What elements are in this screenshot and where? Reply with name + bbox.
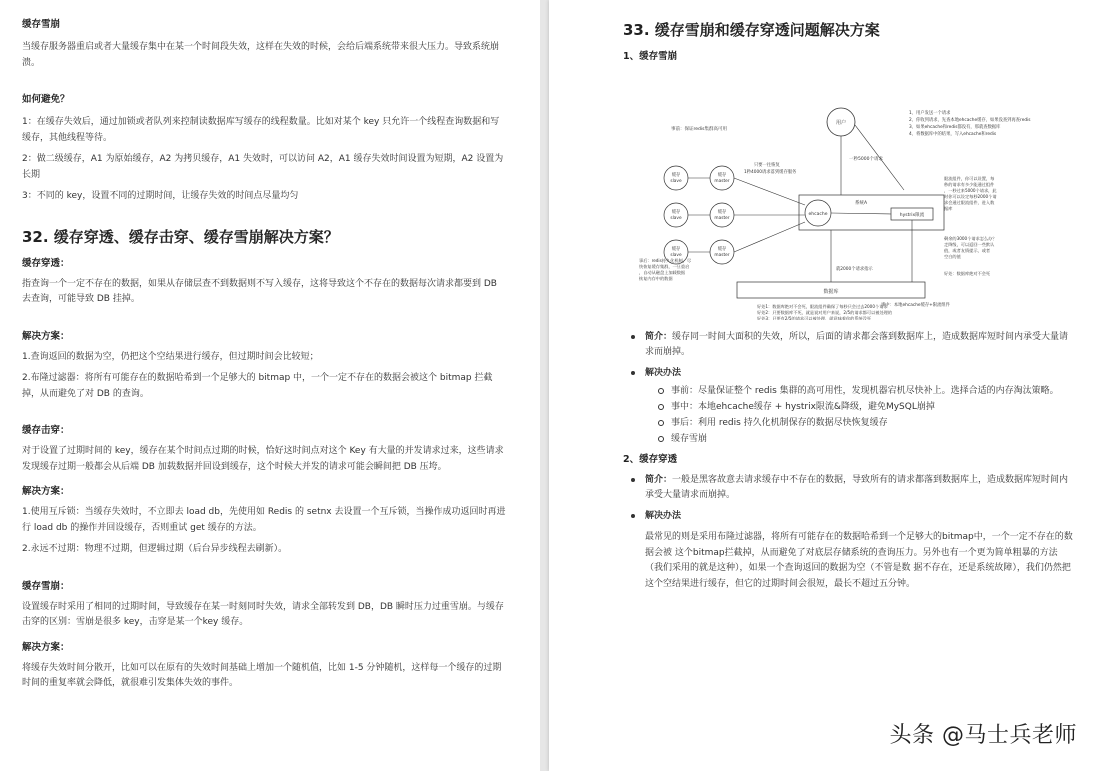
cache-slave-3-label: 缓存 <box>671 247 681 252</box>
watermark: 头条 @马士兵老师 <box>889 723 1077 748</box>
system-a-label: 系统A <box>855 201 868 206</box>
penetration-title: 缓存穿透： <box>22 257 70 269</box>
right-note-2: 剩余的3000个请求怎么办？ 走降级，可以返回一些默认 值，或者友情提示，或者 空白的值 <box>944 236 997 259</box>
intro-bullet: 简介：缓存同一时间大面积的失效，所以，后面的请求都会落到数据库上，造成数据库短时间内承受大量请求而崩掉。 <box>623 330 1075 360</box>
after-note: 事后：redis持久化机制，尽 快恢复缓存集群，一旦重启 ，自动从磁盘上加载数据 恢复内存中的数据 <box>639 258 692 281</box>
avalanche2-solution-paragraph: 将缓存失效时间分散开，比如可以在原有的失效时间基础上增加一个随机值，比如 1-5 分钟随机，这样每一个缓存的过期时间的重复率就会降低，就很难引发集体失效的事件。 <box>22 662 502 688</box>
measure-avalanche: 缓存雪崩 <box>645 432 1075 447</box>
benefit-3: 好处3：只要有2/5的请求可以被处理，就意味着你的系统没死 <box>757 316 872 320</box>
cache-cluster <box>664 166 734 264</box>
cache-master-2-sub: master <box>714 216 730 221</box>
measure-before: 事前：尽量保证整个 redis 集群的高可用性，发现机器宕机尽快补上。选择合适的内存淘汰策略。 <box>645 384 1075 399</box>
breakdown-paragraph: 对于设置了过期时间的 key，缓存在某个时间点过期的时候，恰好这时间点对这个 Key 有大量的并发请求过来，这些请求发现缓存过期一般都会从后端 DB 加载数据并回设到缓存，这个时候大并发的请求可能会瞬间把 DB 压垮。 <box>22 446 504 472</box>
penetration-measures-bullet: 解决办法 <box>623 509 1075 524</box>
cache-master-1-label: 缓存 <box>717 173 727 178</box>
penetration-intro-bullet: 简介：一般是黑客故意去请求缓存中不存在的数据，导致所有的请求都落到数据库上，造成数据库短时间内承受大量请求而崩掉。 <box>623 473 1075 503</box>
measure-during: 事中：本地ehcache缓存 + hystrix限流&降级，避免MySQL崩掉 <box>645 400 1075 415</box>
cache-master-1-sub: master <box>714 179 730 184</box>
penetration-paragraph: 指查询一个一定不存在的数据，如果从存储层查不到数据则不写入缓存，这将导致这个不存在的数据每次请求都要到 DB 去查询，可能导致 DB 挂掉。 <box>22 278 497 304</box>
avalanche2-paragraph: 设置缓存时采用了相同的过期时间，导致缓存在某一时刻同时失效，请求全部转发到 DB，DB 瞬时压力过重雪崩。与缓存击穿的区别：雪崩是很多 key，击穿是某一个key 缓存。 <box>22 601 504 627</box>
section-33-heading: 33. 缓存雪崩和缓存穿透问题解决方案 <box>623 21 880 39</box>
cache-master-1 <box>710 166 734 190</box>
recover-note-1: 只要一往恢复 <box>754 163 780 168</box>
step-4: 4、将数据库中的结果，写入ehcache和redis <box>909 132 997 137</box>
user-label: 用户 <box>835 120 847 126</box>
cache-master-3 <box>710 240 734 264</box>
cache-slave-2 <box>664 203 688 227</box>
page-gutter <box>540 0 549 771</box>
recover-note-2: 1秒4000请求落到缓存服务 <box>744 170 797 175</box>
sub-heading-penetration: 2、缓存穿透 <box>623 454 678 465</box>
cache-avalanche-diagram <box>619 70 1069 320</box>
right-note-3: 好处：数据库绝对不会死 <box>944 271 991 276</box>
avoid-title: 如何避免？ <box>22 94 70 105</box>
req-2000-label: 就2000个请求指示 <box>836 267 873 272</box>
cache-slave-2-sub: slave <box>670 216 682 221</box>
measure-after: 事后：利用 redis 持久化机制保存的数据尽快恢复缓存 <box>645 416 1075 431</box>
breakdown-solution-2: 2.永远不过期：物理不过期，但逻辑过期（后台异步线程去刷新）。 <box>22 544 288 554</box>
benefit-2: 好处2：只要数据库不死，就是说对用户来说，2/5的请求都可以被处理的 <box>757 310 893 315</box>
database-label: 数据库 <box>823 289 839 295</box>
avoid-item-3: 3：不同的 key，设置不同的过期时间，让缓存失效的时间点尽量均匀 <box>22 191 299 201</box>
measures-bullet: 解决办法 事前：尽量保证整个 redis 集群的高可用性，发现机器宕机尽快补上。选择合适的内存淘汰策略。 事中：本地ehcache缓存 + hystrix限流&降级，避免MySQL崩掉 事后：利用 redis 持久化机制保存的数据尽快恢复缓存 缓存雪崩 <box>623 366 1075 447</box>
avoid-item-2: 2：做二级缓存，A1 为原始缓存，A2 为拷贝缓存，A1 失效时，可以访问 A2，A1 缓存失效时间设置为短期，A2 设置为长期 <box>22 154 504 180</box>
penetration-measures-paragraph: 最常见的则是采用布隆过滤器，将所有可能存在的数据哈希到一个足够大的bitmap中，一个一定不存在的数据会被 这个bitmap拦截掉，从而避免了对底层存储系统的查询压力。另外也有一个更为简单粗暴的方法（我们采用的就是这种），如果一个查询返回的数据为空（不管是数 据不存在，还是系统故障），我们仍然把这个空结果进行缓存，但它的过期时间会很短，最长不超过五分钟。 <box>645 532 1073 589</box>
step-1: 1、用户发送一个请求 <box>909 111 951 116</box>
avalanche-title: 缓存雪崩 <box>22 19 61 30</box>
document-page-right <box>549 0 1099 771</box>
cache-slave-3-sub: slave <box>670 253 682 258</box>
penetration-solution-title: 解决方案： <box>22 330 70 342</box>
cache-slave-1-sub: slave <box>670 179 682 184</box>
sub-heading-avalanche: 1、缓存雪崩 <box>623 51 678 62</box>
avoid-item-1: 1：在缓存失效后，通过加锁或者队列来控制读数据库写缓存的线程数量。比如对某个 key 只允许一个线程查询数据和写缓存，其他线程等待。 <box>22 117 500 143</box>
cache-slave-1 <box>664 166 688 190</box>
sec-5000-label: 一秒5000个请求 <box>849 157 883 162</box>
cache-master-3-label: 缓存 <box>717 247 727 252</box>
diagram-top-note: 事前：保证redis集群高可用 <box>671 127 727 132</box>
hystrix-label: hystrix限流 <box>899 213 925 218</box>
avalanche2-title: 缓存雪崩： <box>22 580 70 592</box>
ehcache-label: ehcache <box>808 212 828 217</box>
penetration-solution-1: 1.查询返回的数据为空，仍把这个空结果进行缓存，但过期时间会比较短； <box>22 351 319 362</box>
avalanche2-solution-title: 解决方案： <box>22 641 70 653</box>
step-3: 3、如果ehcache和redis都没有，那就查数据库 <box>909 125 1001 130</box>
cache-slave-2-label: 缓存 <box>671 210 681 215</box>
penetration-solution-2: 2.布隆过滤器：将所有可能存在的数据哈希到一个足够大的 bitmap 中，一个一定不存在的数据会被这个 bitmap 拦截掉，从而避免了对 DB 的查询。 <box>22 373 493 399</box>
cache-master-3-sub: master <box>714 253 730 258</box>
mid-note: 事中：本地ehcache缓存+限流组件 <box>881 303 950 308</box>
breakdown-solution-title: 解决方案： <box>22 486 70 497</box>
document-page-left <box>0 0 540 771</box>
cache-master-2-label: 缓存 <box>717 210 727 215</box>
cache-master-2 <box>710 203 734 227</box>
right-note-1: 限流组件，你可以设置，每 秒的请求有多少能通过组件 ，一秒过来5000个请求，此 时你可以设定每秒2000个请 求会通过限流组件，进入数 据库 <box>944 176 997 211</box>
avalanche-paragraph: 当缓存服务器重启或者大量缓存集中在某一个时间段失效，这样在失效的时候，会给后端系统带来很大压力。导致系统崩溃。 <box>22 42 500 68</box>
breakdown-title: 缓存击穿： <box>22 425 70 436</box>
benefit-1: 好处1：数据库绝对不会死，限流组件确保了每秒只会过去2000个请求 <box>757 304 888 309</box>
step-2: 2、你收到请求，先查本地ehcache缓存，如果没查到再查redis <box>909 118 1031 123</box>
section-32-heading: 32. 缓存穿透、缓存击穿、缓存雪崩解决方案？ <box>22 227 339 246</box>
breakdown-solution-1: 1.使用互斥锁：当缓存失效时，不立即去 load db，先使用如 Redis 的 setnx 去设置一个互斥锁，当操作成功返回时再进行 load db 的操作并回设缓存，否则重试 get 缓存的方法。 <box>22 507 506 533</box>
cache-slave-1-label: 缓存 <box>671 173 681 178</box>
